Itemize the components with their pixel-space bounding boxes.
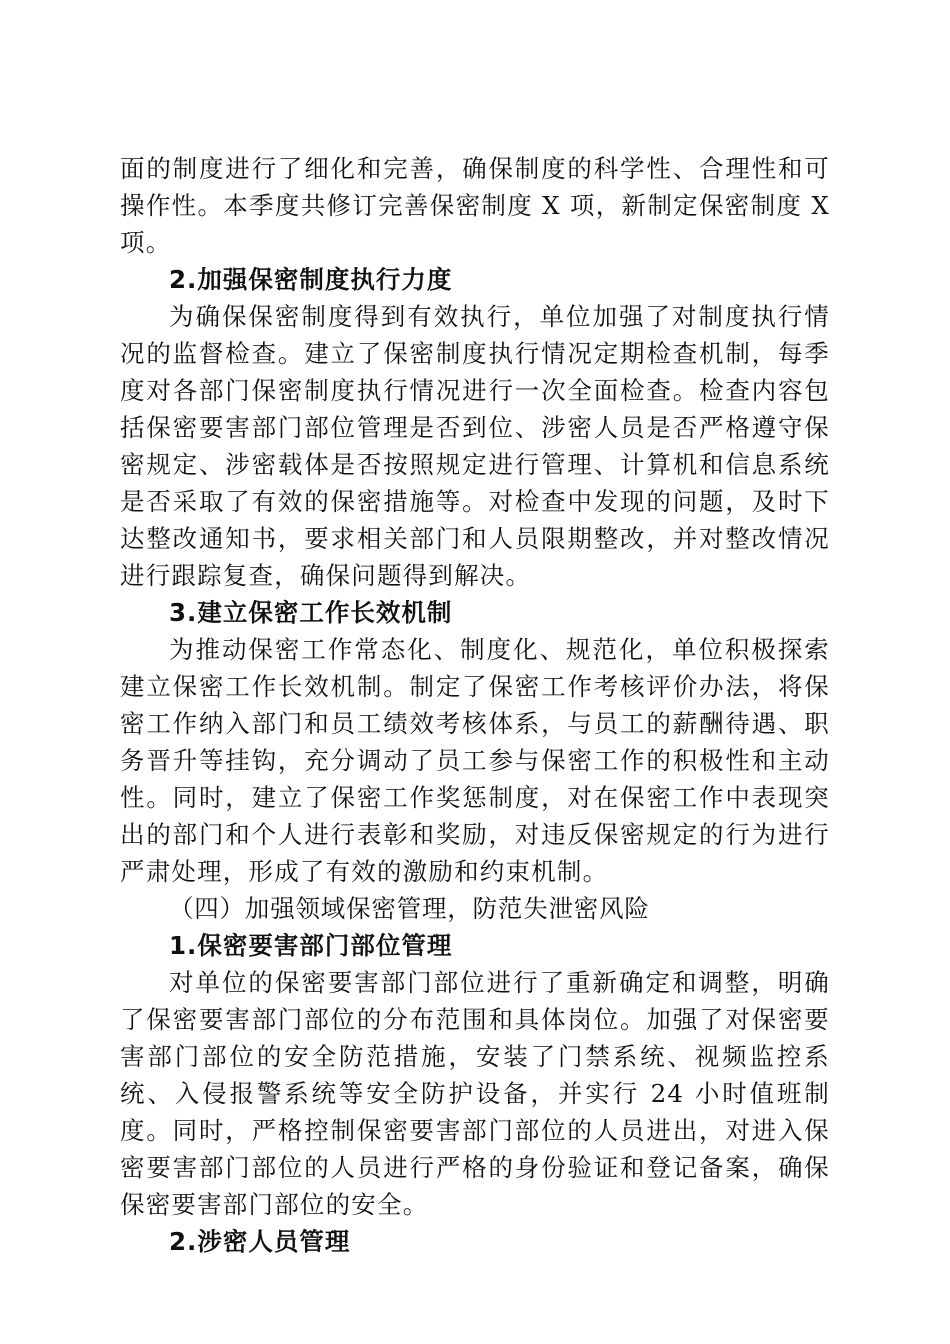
paragraph-enforcement: 为确保保密制度得到有效执行，单位加强了对制度执行情况的监督检查。建立了保密制度执行情况定期检查机制，每季度对各部门保密制度执行情况进行一次全面检查。检查内容包括保密要害部门部位管理是否到位、涉密人员是否严格遵守保密规定、涉密载体是否按照规定进行管理、计算机和信息系统是否采取了有效的保密措施等。对检查中发现的问题，及时下达整改通知书，要求相关部门和人员限期整改，并对整改情况进行跟踪复查，确保问题得到解决。 xyxy=(120,302,830,590)
paragraph-long-term-mechanism: 为推动保密工作常态化、制度化、规范化，单位积极探索建立保密工作长效机制。制定了保密工作考核评价办法，将保密工作纳入部门和员工绩效考核体系，与员工的薪酬待遇、职务晋升等挂钩，充分调动了员工参与保密工作的积极性和主动性。同时，建立了保密工作奖惩制度，对在保密工作中表现突出的部门和个人进行表彰和奖励，对违反保密规定的行为进行严肃处理，形成了有效的激励和约束机制。 xyxy=(120,635,830,886)
document-page xyxy=(120,150,830,1260)
paragraph-continuation: 面的制度进行了细化和完善，确保制度的科学性、合理性和可操作性。本季度共修订完善保密制度 X 项，新制定保密制度 X 项。 xyxy=(120,154,830,257)
heading-1-key-departments: 1.保密要害部门部位管理 xyxy=(169,931,453,960)
paragraph-key-departments: 对单位的保密要害部门部位进行了重新确定和调整，明确了保密要害部门部位的分布范围和具体岗位。加强了对保密要害部门部位的安全防范措施，安装了门禁系统、视频监控系统、入侵报警系统等安全防护设备，并实行 24 小时值班制度。同时，严格控制保密要害部门部位的人员进出，对进入保密要害部门部位的人员进行严格的身份验证和登记备案，确保保密要害部门部位的安全。 xyxy=(120,968,830,1219)
heading-3-long-term-mechanism: 3.建立保密工作长效机制 xyxy=(169,598,453,627)
section-heading-4: （四）加强领域保密管理，防范失泄密风险 xyxy=(169,894,650,923)
heading-2-enforcement: 2.加强保密制度执行力度 xyxy=(169,265,453,294)
heading-2-personnel: 2.涉密人员管理 xyxy=(169,1227,351,1256)
